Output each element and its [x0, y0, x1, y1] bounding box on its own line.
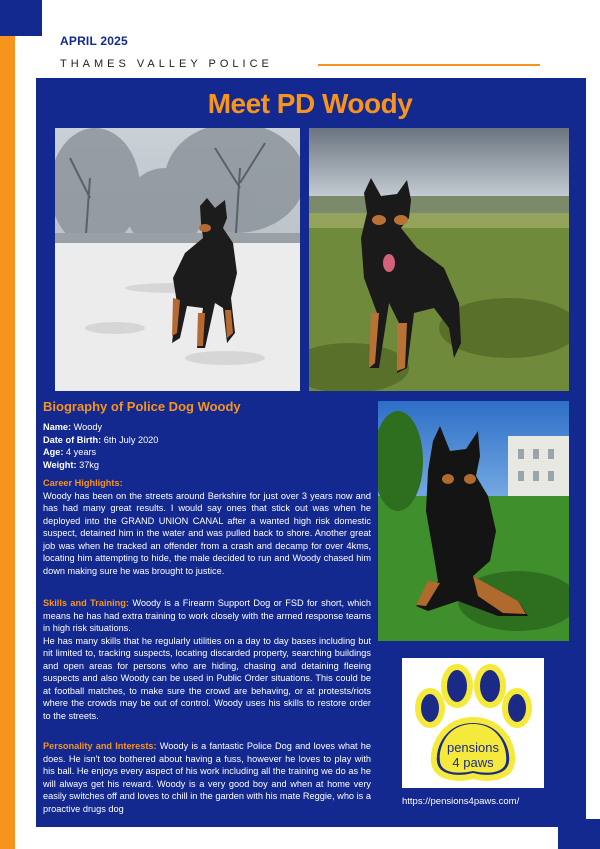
- career-highlights: [43, 477, 371, 577]
- personality-label: Personality and Interests:: [43, 741, 157, 751]
- organisation-name: THAMES VALLEY POLICE: [60, 58, 273, 70]
- fact-row: Age: 4 years: [43, 447, 97, 458]
- skills-training: [43, 597, 371, 722]
- paw-print-icon: [402, 658, 544, 788]
- biography-heading: Biography of Police Dog Woody: [43, 399, 241, 414]
- pensions4paws-logo: [402, 658, 544, 788]
- logo-text-line1: pensions: [446, 740, 500, 755]
- issue-date: APRIL 2025: [60, 34, 128, 48]
- personality-interests: [43, 740, 371, 815]
- dog-photo-lawn: [378, 401, 569, 641]
- fact-row: Weight: 37kg: [43, 459, 100, 470]
- dog-photo-snow: [55, 128, 300, 391]
- dog-photo-field: [309, 128, 569, 391]
- fact-row: Date of Birth: 6th July 2020: [43, 434, 159, 445]
- website-link[interactable]: https://pensions4paws.com/: [402, 796, 520, 807]
- career-text: Woody has been on the streets around Berkshire for just over 3 years now and has had many great results. I would say ones that stick out was when he deployed into the GRAND UNION CANAL after a wanted high risk domestic suspect, detained him in the water and was pulled back to shore. Another great job was when he tracked an offender from a crash and decamp for over 4kms, locating him attempting to hide, the male decided to run and Woody chased him down making sure he was brought to justice.: [43, 490, 371, 576]
- personality-text: Woody is a fantastic Police Dog and loves what he does. He isn't too bothered about having a fuss, however he loves to play with his ball. He enjoys every aspect of his work including all the training we do as he will always get his reward. Woody is a very good boy and when at home very easily switches off and loves to chill in the garden with his mate Reggie, who is a proactive drugs dog: [43, 741, 371, 814]
- fact-row: Name: Woody: [43, 422, 103, 432]
- corner-decoration-right: [586, 819, 600, 849]
- page-title: Meet PD Woody: [207, 88, 413, 119]
- header-rule: [318, 64, 540, 66]
- career-label: Career Highlights:: [43, 478, 123, 488]
- skills-text-2: He has many skills that he regularly utilities on a day to day bases including but nit limited to, tracking suspects, locating discarded property, searching buildings and open areas for persons who are hiding, chasing and detaining fleeing suspects and also Woody can be used in Public Order situations. This could be at football matches, to make sure the crowd are behaving, or at protests/riots where the crowds may be out of control. Woody uses his skills to restore order to the streets.: [43, 635, 371, 721]
- logo-text-line2: 4 paws: [452, 755, 494, 770]
- skills-text: Woody is a Firearm Support Dog or FSD for short, which means he has had extra training to work closely with the armed response teams in high risk situations.: [43, 598, 371, 633]
- left-stripe: [0, 36, 15, 849]
- dog-facts: [43, 421, 158, 471]
- corner-decoration: [0, 0, 42, 36]
- skills-label: Skills and Training:: [43, 598, 129, 608]
